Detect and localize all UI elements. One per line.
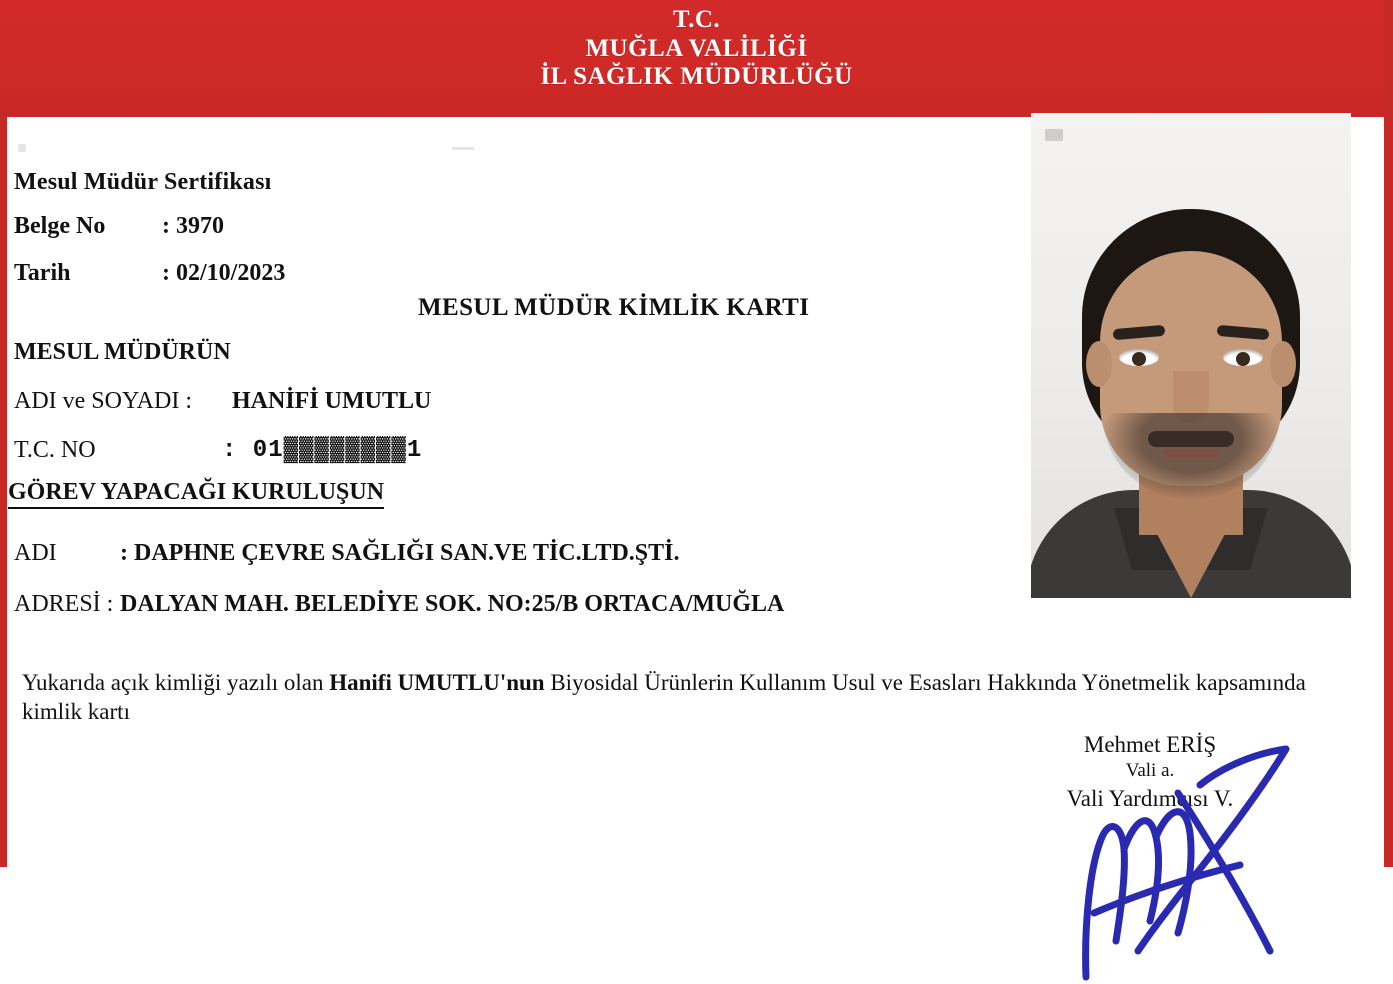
photo-corner-artifact — [1045, 129, 1063, 141]
organization-name-value: : DAPHNE ÇEVRE SAĞLIĞI SAN.VE TİC.LTD.ŞTİ. — [120, 540, 680, 566]
header-line-country: T.C. — [672, 6, 721, 33]
organization-address-label: ADRESİ : — [14, 591, 114, 617]
signatory-name: Mehmet ERİŞ — [1083, 732, 1217, 757]
signature-block — [1000, 732, 1300, 812]
photo-ear-right — [1270, 341, 1296, 387]
certificate-type-label: Mesul Müdür Sertifikası — [14, 169, 272, 195]
document-number-value: : 3970 — [162, 213, 224, 239]
photo-ear-left — [1086, 341, 1112, 387]
person-tcno-label: T.C. NO — [14, 437, 96, 463]
scan-artifact-line — [452, 147, 474, 150]
signatory-role-line-2: Vali Yardımcısı V. — [1066, 786, 1234, 811]
header-line-health-directorate: İL SAĞLIK MÜDÜRLÜĞÜ — [540, 63, 853, 90]
person-name-value: HANİFİ UMUTLU — [232, 388, 432, 414]
header-line-governorship: MUĞLA VALİLİĞİ — [585, 34, 808, 62]
document-header-band — [0, 0, 1393, 117]
organization-address-value: DALYAN MAH. BELEDİYE SOK. NO:25/B ORTACA/MUĞLA — [120, 591, 785, 617]
scan-artifact-mark — [18, 144, 26, 152]
statement-paragraph — [22, 669, 1362, 727]
person-section-label: MESUL MÜDÜRÜN — [14, 339, 231, 365]
photo-mouth — [1163, 449, 1219, 457]
date-label: Tarih — [14, 260, 71, 286]
person-name-label: ADI ve SOYADI : — [14, 388, 192, 414]
statement-part-1: Yukarıda açık kimliği yazılı olan — [22, 670, 330, 695]
photo-of-certificate-holder — [1031, 113, 1351, 598]
date-value: : 02/10/2023 — [162, 260, 286, 286]
photo-pupil-right — [1236, 352, 1250, 366]
organization-name-label: ADI — [14, 540, 57, 566]
document-title: MESUL MÜDÜR KİMLİK KARTI — [418, 294, 810, 321]
document-number-label: Belge No — [14, 213, 106, 239]
photo-pupil-left — [1132, 352, 1146, 366]
photo-mustache — [1148, 431, 1234, 447]
organization-section-label: GÖREV YAPACAĞI KURULUŞUN — [8, 479, 384, 509]
statement-part-2: Biyosidal Ürünlerin Kullanım Usul ve Esasları Hakkında Yönetmelik kapsamında kimlik kartı — [22, 670, 1306, 724]
signatory-role-line-1: Vali a. — [1125, 760, 1175, 781]
person-tcno-value: : 01▓▓▓▓▓▓▓▓1 — [222, 437, 423, 464]
statement-highlight-name: Hanifi UMUTLU'nun — [329, 670, 545, 695]
